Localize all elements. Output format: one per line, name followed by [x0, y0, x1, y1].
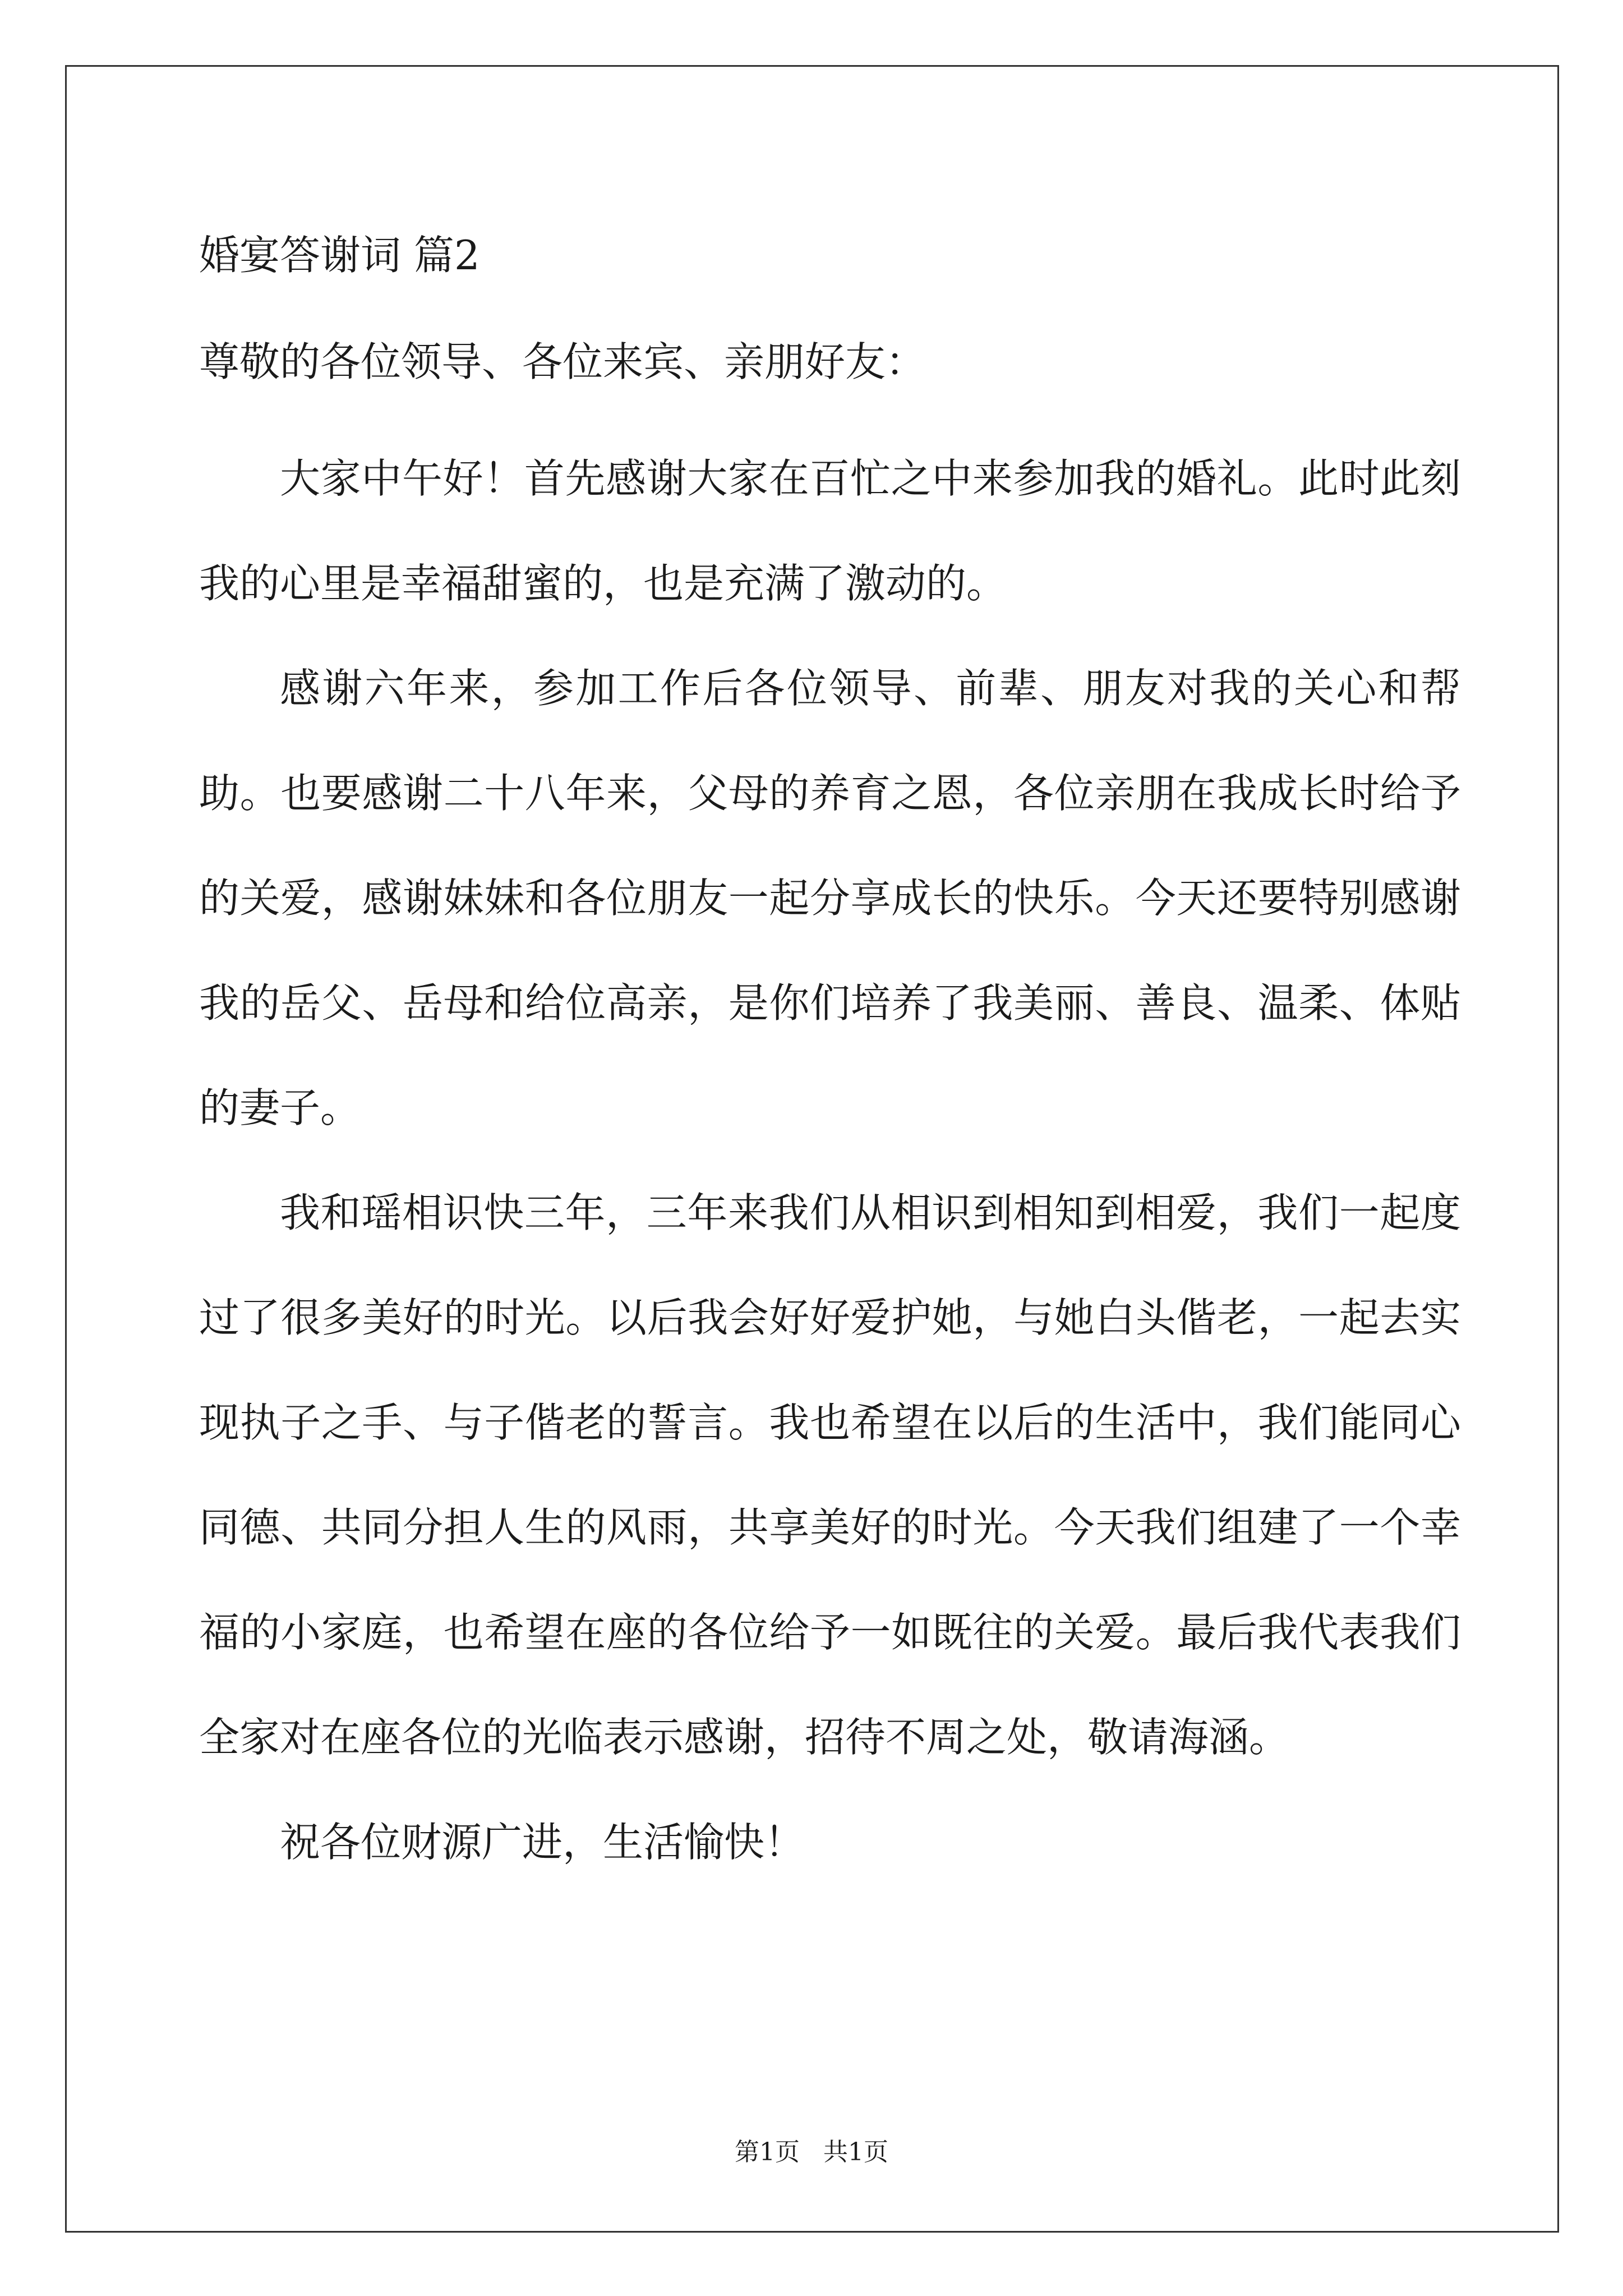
salutation: 尊敬的各位领导、各位来宾、亲朋好友：: [199, 338, 926, 385]
document-title: 婚宴答谢词 篇2: [199, 232, 480, 279]
paragraph-thanks: 感谢六年来，参加工作后各位领导、前辈、朋友对我的关心和帮助。也要感谢二十八年来，父母的养育之恩，各位亲朋在我成长时给予的关爱，感谢妹妹和各位朋友一起分享成长的快乐。今天还要特别感谢我的岳父、岳母和给位高亲，是你们培养了我美丽、善良、温柔、体贴的妻子。: [199, 665, 1461, 1131]
paragraph-greeting: 大家中午好！首先感谢大家在百忙之中来参加我的婚礼。此时此刻我的心里是幸福甜蜜的，也是充满了激动的。: [199, 455, 1461, 607]
document-body: [199, 213, 1461, 1895]
page-footer: [0, 2132, 1623, 2168]
page-total: 共1页: [823, 2138, 888, 2166]
page-number: 第1页: [735, 2138, 800, 2166]
paragraph-marriage: 我和瑶相识快三年，三年来我们从相识到相知到相爱，我们一起度过了很多美好的时光。以后我会好好爱护她，与她白头偕老，一起去实现执子之手、与子偕老的誓言。我也希望在以后的生活中，我们能同心同德、共同分担人生的风雨，共享美好的时光。今天我们组建了一个幸福的小家庭，也希望在座的各位给予一如既往的关爱。最后我代表我们全家对在座各位的光临表示感谢，招待不周之处，敬请海涵。: [199, 1189, 1461, 1761]
paragraph-blessing: 祝各位财源广进，生活愉快！: [280, 1819, 805, 1866]
